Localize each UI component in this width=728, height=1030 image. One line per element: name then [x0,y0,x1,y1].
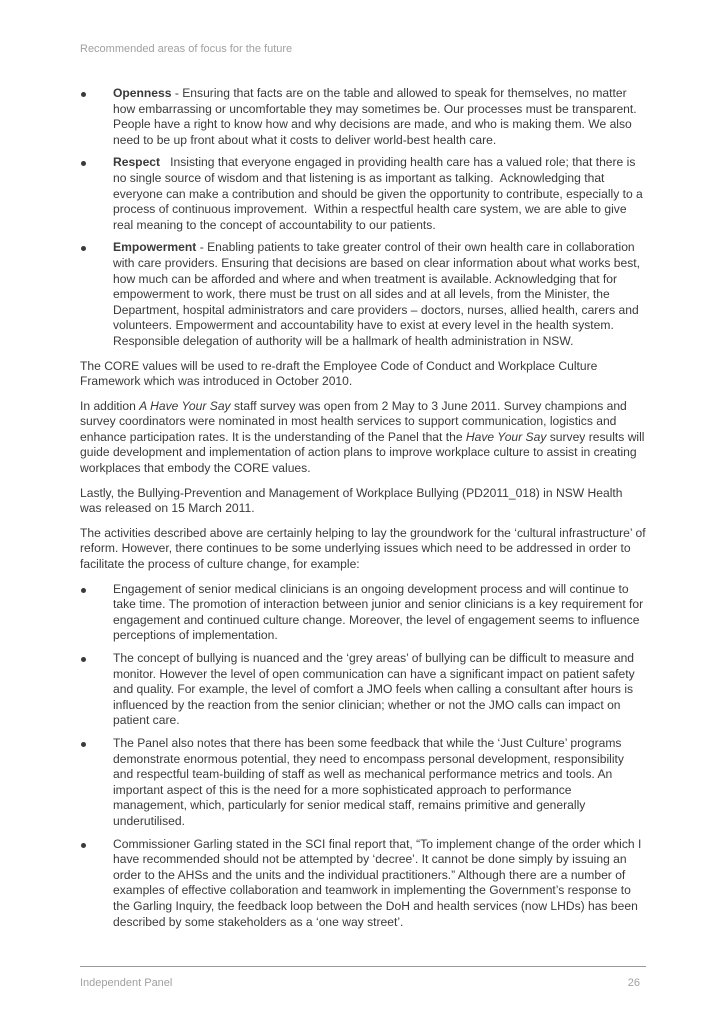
bullet-icon [81,843,86,848]
value-term: Openness [113,86,172,100]
list-item [80,155,646,233]
bullet-icon [81,588,86,593]
list-item [80,736,646,830]
issue-text: The concept of bullying is nuanced and the ‘grey areas’ of bullying can be difficult to measure and monitor. However the level of open communication can have a significant impact on patient safety and quality. For example, the level of comfort a JMO feels when calling a consultant after hours is influenced by the reaction from the senior clinician; whether or not the JMO calls can impact on patient care. [113,651,635,728]
bullet-icon [81,657,86,662]
survey-title: A Have Your Say [139,398,231,413]
paragraph-code-of-conduct: The CORE values will be used to re-draft the Employee Code of Conduct and Workplace Culture Framework which was introduced in October 2010. [80,358,598,389]
issue-text: Engagement of senior medical clinicians is an ongoing development process and will continue to take time. The promotion of interaction between junior and senior clinicians is a key requirement for engagement and continued culture change. Moreover, the level of engagement seems to influence perceptions of implementation. [113,581,644,643]
list-item [80,837,646,931]
list-item [80,651,646,729]
value-description: - Ensuring that facts are on the table and allowed to speak for themselves, no matter how embarrassing or uncomfortable they may sometimes be. Our processes must be transparent. People have a right to know how and why decisions are made, and who is making them. We also need to be up front about what it costs to deliver world-best health care. [113,86,637,147]
value-term: Empowerment [113,240,197,255]
paragraph-bullying-policy: Lastly, the Bullying-Prevention and Management of Workplace Bullying (PD2011_018) in NSW Health was released on 15 March 2011. [80,485,623,516]
paragraph-survey [80,399,646,477]
bullet-icon [81,742,86,747]
survey-title: Have Your Say [465,429,547,444]
core-values-list [80,86,646,350]
value-term: Respect [113,155,161,170]
value-description: - Enabling patients to take greater control of their own health care in collaboration with care providers. Ensuring that decisions are based on clear information about what works best, how much can be afforded and where and when treatment is available. Acknowledging that for empowerment to work, there must be trust on all sides and at all levels, from the Minister, the Department, hospital administrators and care providers – doctors, nurses, allied health, carers and volunteers. Empowerment and accountability have to exist at every level in the health system. Responsible delegation of authority will be a hallmark of health administration in NSW. [113,240,641,348]
footer-label: Independent Panel [80,977,173,989]
text-run: staff survey was open from 2 May to 3 June 2011. Survey champions and survey coordinators were nominated in most health services to support communication, logistics and enhance participation rates. It is the understanding of the Panel that the [80,398,627,444]
bullet-icon [81,161,86,166]
page-number: 26 [627,977,640,989]
page-footer [80,966,646,989]
text-run: survey results will guide development and implementation of action plans to improve workplace culture to assist in creating workplaces that embody the CORE values. [80,429,645,476]
bullet-icon [81,246,86,251]
list-item [80,582,646,644]
text-run: In addition [80,398,140,413]
issues-list [80,582,646,930]
paragraph-activities: The activities described above are certainly helping to lay the groundwork for the ‘cultural infrastructure’ of reform. However, there continues to be some underlying issues which need to be addressed in order to facilitate the process of culture change, for example: [80,525,646,572]
bullet-icon [81,92,86,97]
list-item [80,240,646,349]
issue-text: Commissioner Garling stated in the SCI final report that, “To implement change of the order which I have recommended should not be attempted by ‘decree’. It cannot be done simply by issuing an order to the AHSs and the units and the individual practitioners.” Although there are a number of examples of effective collaboration and teamwork in implementing the Government’s response to the Garling Inquiry, the feedback loop between the DoH and health services (now LHDs) has been described by some stakeholders as a ‘one way street’. [113,836,642,929]
running-header: Recommended areas of focus for the future [80,43,293,55]
list-item [80,86,646,148]
page-body [80,86,646,937]
issue-text: The Panel also notes that there has been some feedback that while the ‘Just Culture’ programs demonstrate enormous potential, they need to encompass personal development, responsibility and respectful team-building of staff as well as mechanical performance metrics and tools. An important aspect of this is the need for a more sophisticated approach to performance management, which, particularly for senior medical staff, remains primitive and generally underutilised. [113,735,624,828]
value-description: Insisting that everyone engaged in providing health care has a valued role; that there is no single source of wisdom and that listening is as important as talking. Acknowledging that everyone can make a contribution and should be given the opportunity to contribute, especially to a process of continuous improvement. Within a respectful health care system, we are able to give real meaning to the concept of accountability to our patients. [113,155,647,232]
